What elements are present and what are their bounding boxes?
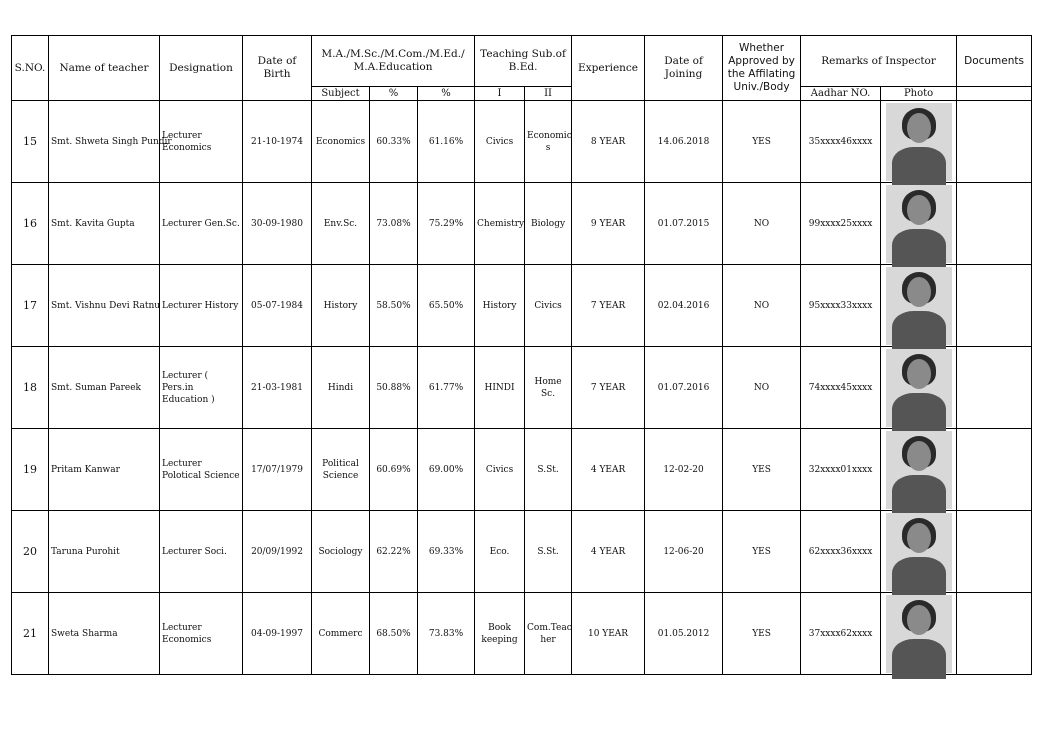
row-aadhar: 32xxxx01xxxx [801, 429, 881, 511]
row-dob: 04-09-1997 [243, 593, 312, 675]
row-sno: 19 [12, 429, 49, 511]
row-experience: 7 YEAR [572, 265, 645, 347]
row-designation: Lecturer Soci. [160, 511, 243, 593]
header-pct1: % [370, 87, 418, 101]
row-pct1: 62.22% [370, 511, 418, 593]
row-sno: 21 [12, 593, 49, 675]
row-documents [957, 429, 1032, 511]
row-doj: 01.07.2016 [645, 347, 723, 429]
row-approved: YES [723, 429, 801, 511]
row-teaching-sub-ii: Home Sc. [525, 347, 572, 429]
row-subject: Hindi [312, 347, 370, 429]
header-remarks: Remarks of Inspector [801, 36, 957, 87]
row-sno: 15 [12, 101, 49, 183]
row-doj: 12-02-20 [645, 429, 723, 511]
row-pct2: 69.00% [418, 429, 475, 511]
row-pct2: 61.77% [418, 347, 475, 429]
teacher-photo [886, 431, 952, 509]
row-sno: 17 [12, 265, 49, 347]
teacher-photo [886, 349, 952, 427]
row-pct1: 60.33% [370, 101, 418, 183]
row-teaching-sub-ii: Com.Teac her [525, 593, 572, 675]
row-teaching-sub-ii: Civics [525, 265, 572, 347]
teacher-photo [886, 185, 952, 263]
row-pct2: 73.83% [418, 593, 475, 675]
header-photo: Photo [881, 87, 957, 101]
header-teaching-sub: Teaching Sub.of B.Ed. [475, 36, 572, 87]
table-row [12, 183, 1032, 265]
row-aadhar: 99xxxx25xxxx [801, 183, 881, 265]
row-photo-cell [881, 183, 957, 265]
row-teaching-sub-ii: S.St. [525, 429, 572, 511]
row-name: Smt. Vishnu Devi Ratnu [49, 265, 160, 347]
row-subject: Sociology [312, 511, 370, 593]
teacher-photo [886, 595, 952, 673]
header-experience: Experience [572, 36, 645, 101]
row-designation: Lecturer Polotical Science [160, 429, 243, 511]
row-teaching-sub-ii: Economic s [525, 101, 572, 183]
row-designation: Lecturer Gen.Sc. [160, 183, 243, 265]
row-documents [957, 347, 1032, 429]
row-designation: Lecturer Economics [160, 101, 243, 183]
row-pct2: 75.29% [418, 183, 475, 265]
row-doj: 02.04.2016 [645, 265, 723, 347]
table-row [12, 429, 1032, 511]
row-designation: Lecturer ( Pers.in Education ) [160, 347, 243, 429]
row-documents [957, 183, 1032, 265]
row-doj: 01.05.2012 [645, 593, 723, 675]
row-pct1: 68.50% [370, 593, 418, 675]
row-subject: Env.Sc. [312, 183, 370, 265]
row-approved: NO [723, 183, 801, 265]
table-row [12, 101, 1032, 183]
row-dob: 21-10-1974 [243, 101, 312, 183]
row-pct2: 69.33% [418, 511, 475, 593]
row-name: Smt. Shweta Singh Pundir [49, 101, 160, 183]
row-aadhar: 95xxxx33xxxx [801, 265, 881, 347]
row-dob: 21-03-1981 [243, 347, 312, 429]
row-name: Taruna Purohit [49, 511, 160, 593]
row-experience: 10 YEAR [572, 593, 645, 675]
row-teaching-sub-i: Book keeping [475, 593, 525, 675]
row-aadhar: 37xxxx62xxxx [801, 593, 881, 675]
header-subject: Subject [312, 87, 370, 101]
row-doj: 01.07.2015 [645, 183, 723, 265]
row-experience: 8 YEAR [572, 101, 645, 183]
table-row [12, 347, 1032, 429]
row-approved: YES [723, 101, 801, 183]
row-doj: 14.06.2018 [645, 101, 723, 183]
row-sno: 18 [12, 347, 49, 429]
header-pct2: % [418, 87, 475, 101]
teachers-table [11, 35, 1032, 675]
row-sno: 20 [12, 511, 49, 593]
row-experience: 7 YEAR [572, 347, 645, 429]
header-sub-ii: II [525, 87, 572, 101]
row-pct1: 50.88% [370, 347, 418, 429]
row-documents [957, 593, 1032, 675]
row-teaching-sub-i: Chemistry [475, 183, 525, 265]
row-dob: 20/09/1992 [243, 511, 312, 593]
row-aadhar: 74xxxx45xxxx [801, 347, 881, 429]
row-designation: Lecturer History [160, 265, 243, 347]
row-aadhar: 62xxxx36xxxx [801, 511, 881, 593]
row-experience: 4 YEAR [572, 429, 645, 511]
teacher-photo [886, 267, 952, 345]
row-teaching-sub-i: Civics [475, 101, 525, 183]
row-teaching-sub-i: Civics [475, 429, 525, 511]
header-sub-i: I [475, 87, 525, 101]
row-photo-cell [881, 511, 957, 593]
teachers-table-body [12, 101, 1032, 675]
row-subject: Political Science [312, 429, 370, 511]
row-photo-cell [881, 429, 957, 511]
row-teaching-sub-i: HINDI [475, 347, 525, 429]
row-experience: 9 YEAR [572, 183, 645, 265]
row-pct2: 65.50% [418, 265, 475, 347]
row-dob: 30-09-1980 [243, 183, 312, 265]
row-name: Smt. Kavita Gupta [49, 183, 160, 265]
row-teaching-sub-ii: Biology [525, 183, 572, 265]
header-documents-sub [957, 87, 1032, 101]
row-photo-cell [881, 265, 957, 347]
row-approved: NO [723, 347, 801, 429]
table-row [12, 593, 1032, 675]
row-approved: YES [723, 593, 801, 675]
row-subject: Economics [312, 101, 370, 183]
row-approved: NO [723, 265, 801, 347]
row-approved: YES [723, 511, 801, 593]
header-doj: Date of Joining [645, 36, 723, 101]
row-photo-cell [881, 347, 957, 429]
header-dob: Date of Birth [243, 36, 312, 101]
header-sno: S.NO. [12, 36, 49, 101]
row-photo-cell [881, 593, 957, 675]
header-aadhar: Aadhar NO. [801, 87, 881, 101]
teacher-photo [886, 103, 952, 181]
row-teaching-sub-i: History [475, 265, 525, 347]
row-pct1: 60.69% [370, 429, 418, 511]
header-documents: Documents [957, 36, 1032, 87]
row-subject: Commerc [312, 593, 370, 675]
header-approved: Whether Approved by the Affilating Univ./Body [723, 36, 801, 101]
row-designation: Lecturer Economics [160, 593, 243, 675]
row-name: Sweta Sharma [49, 593, 160, 675]
row-pct2: 61.16% [418, 101, 475, 183]
teacher-photo [886, 513, 952, 591]
row-name: Smt. Suman Pareek [49, 347, 160, 429]
table-row [12, 265, 1032, 347]
header-designation: Designation [160, 36, 243, 101]
header-qualification: M.A./M.Sc./M.Com./M.Ed./ M.A.Education [312, 36, 475, 87]
row-name: Pritam Kanwar [49, 429, 160, 511]
header-name: Name of teacher [49, 36, 160, 101]
row-aadhar: 35xxxx46xxxx [801, 101, 881, 183]
row-documents [957, 265, 1032, 347]
row-pct1: 73.08% [370, 183, 418, 265]
row-dob: 17/07/1979 [243, 429, 312, 511]
row-experience: 4 YEAR [572, 511, 645, 593]
row-sno: 16 [12, 183, 49, 265]
row-teaching-sub-ii: S.St. [525, 511, 572, 593]
row-documents [957, 511, 1032, 593]
row-photo-cell [881, 101, 957, 183]
row-doj: 12-06-20 [645, 511, 723, 593]
row-subject: History [312, 265, 370, 347]
row-pct1: 58.50% [370, 265, 418, 347]
row-documents [957, 101, 1032, 183]
row-dob: 05-07-1984 [243, 265, 312, 347]
row-teaching-sub-i: Eco. [475, 511, 525, 593]
table-row [12, 511, 1032, 593]
